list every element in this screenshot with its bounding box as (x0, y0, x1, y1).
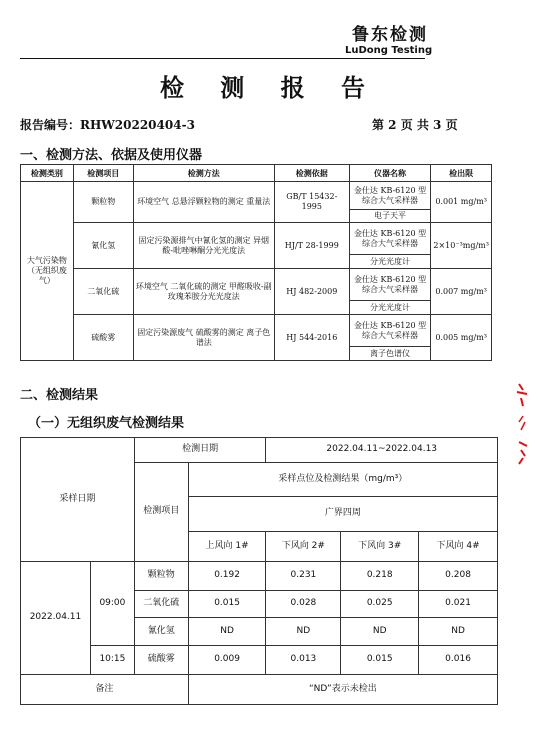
limit-cell: 0.007 mg/m³ (431, 269, 492, 315)
item-label: 检测项目 (134, 463, 188, 562)
red-stamp-mark (513, 378, 533, 472)
item-cell: 硫酸雾 (73, 315, 133, 361)
report-title: 检 测 报 告 (159, 73, 380, 102)
result-value: ND (266, 618, 341, 646)
table-row (21, 562, 498, 591)
point-header: 上风向 1# (188, 532, 266, 562)
instrument-cell: 离子色谱仪 (349, 347, 431, 361)
result-value: ND (341, 618, 419, 646)
instrument-cell: 金仕达 KB-6120 型综合大气采样器 (349, 182, 431, 210)
points-label: 采样点位及检测结果（mg/m³） (188, 463, 497, 497)
item-cell: 氰化氢 (73, 223, 133, 269)
table-row (21, 438, 498, 463)
point-header: 下风向 3# (341, 532, 419, 562)
instrument-cell: 金仕达 KB-6120 型综合大气采样器 (349, 223, 431, 255)
result-value: 0.192 (188, 562, 266, 591)
methods-header-row (21, 165, 492, 182)
basis-cell: GB/T 15432-1995 (274, 182, 349, 223)
limit-cell: 2×10⁻³mg/m³ (431, 223, 492, 269)
report-number: 报告编号：RHW20220404-3 (20, 118, 195, 132)
methods-table (20, 164, 492, 361)
header-divider (20, 58, 425, 59)
section2-heading: 二、检测结果 (20, 388, 99, 403)
test-date-value: 2022.04.11~2022.04.13 (266, 438, 498, 463)
instrument-cell: 分光光度计 (349, 301, 431, 315)
result-value: ND (188, 618, 266, 646)
result-item: 硫酸雾 (134, 646, 188, 675)
col-header: 检测类别 (21, 165, 74, 182)
method-cell: 固定污染源排气中氰化氢的测定 异烟酸-吡唑啉酮分光光度法 (133, 223, 274, 269)
category-cell: 大气污染物（无组织废气） (21, 182, 74, 361)
results-table (20, 437, 498, 705)
instrument-cell: 金仕达 KB-6120 型综合大气采样器 (349, 315, 431, 347)
instrument-cell: 金仕达 KB-6120 型综合大气采样器 (349, 269, 431, 301)
section1-heading: 一、检测方法、依据及使用仪器 (20, 148, 203, 163)
sample-time: 09:00 (90, 562, 134, 646)
remark-value: “ND”表示未检出 (188, 675, 497, 705)
item-cell: 颗粒物 (73, 182, 133, 223)
result-value: 0.208 (419, 562, 498, 591)
basis-cell: HJ 544-2016 (274, 315, 349, 361)
instrument-cell: 分光光度计 (349, 255, 431, 269)
col-header: 检出限 (431, 165, 492, 182)
table-row (21, 315, 492, 347)
table-row (21, 675, 498, 705)
result-item: 颗粒物 (134, 562, 188, 591)
table-row (21, 182, 492, 210)
col-header: 检测项目 (73, 165, 133, 182)
site-label: 广界四周 (188, 497, 497, 532)
col-header: 仪器名称 (349, 165, 431, 182)
table-row (21, 646, 498, 675)
result-value: ND (419, 618, 498, 646)
method-cell: 环境空气 二氧化硫的测定 甲醛吸收-副玫瑰苯胺分光光度法 (133, 269, 274, 315)
result-value: 0.016 (419, 646, 498, 675)
result-value: 0.025 (341, 591, 419, 618)
result-value: 0.009 (188, 646, 266, 675)
page-info: 第 2 页 共 3 页 (372, 118, 458, 132)
basis-cell: HJ/T 28-1999 (274, 223, 349, 269)
item-cell: 二氧化硫 (73, 269, 133, 315)
instrument-cell: 电子天平 (349, 210, 431, 223)
sample-date: 2022.04.11 (21, 562, 91, 675)
limit-cell: 0.005 mg/m³ (431, 315, 492, 361)
test-date-label: 检测日期 (134, 438, 266, 463)
result-value: 0.013 (266, 646, 341, 675)
point-header: 下风向 4# (419, 532, 498, 562)
table-row (21, 223, 492, 255)
result-item: 氰化氢 (134, 618, 188, 646)
point-header: 下风向 2# (266, 532, 341, 562)
method-cell: 环境空气 总悬浮颗粒物的测定 重量法 (133, 182, 274, 223)
table-row (21, 269, 492, 301)
section2-subheading: （一）无组织废气检测结果 (28, 416, 185, 431)
result-value: 0.028 (266, 591, 341, 618)
col-header: 检测依据 (274, 165, 349, 182)
result-value: 0.015 (341, 646, 419, 675)
method-cell: 固定污染源废气 硫酸雾的测定 离子色谱法 (133, 315, 274, 361)
result-value: 0.218 (341, 562, 419, 591)
result-value: 0.021 (419, 591, 498, 618)
brand-name-cn: 鲁东检测 (352, 25, 428, 45)
result-value: 0.231 (266, 562, 341, 591)
brand-name-en: LuDong Testing (345, 45, 433, 56)
result-value: 0.015 (188, 591, 266, 618)
sampling-date-label: 采样日期 (21, 438, 135, 562)
limit-cell: 0.001 mg/m³ (431, 182, 492, 223)
red-stamp-mark-icon (513, 378, 533, 468)
remark-label: 备注 (21, 675, 189, 705)
sample-time: 10:15 (90, 646, 134, 675)
result-item: 二氧化硫 (134, 591, 188, 618)
basis-cell: HJ 482-2009 (274, 269, 349, 315)
col-header: 检测方法 (133, 165, 274, 182)
